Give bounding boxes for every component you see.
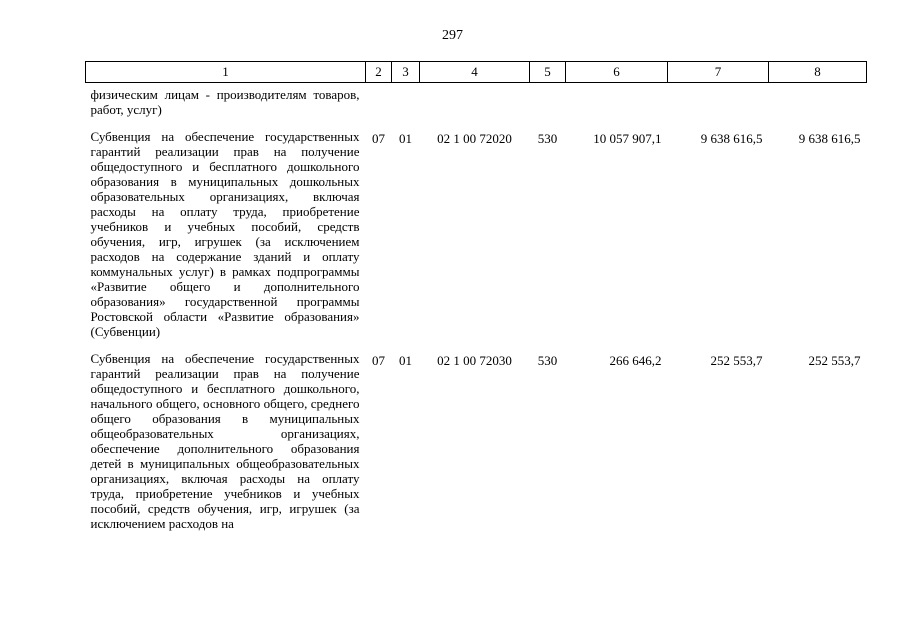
row-csr: 02 1 00 72030 <box>437 353 512 368</box>
row-pr: 01 <box>399 131 412 146</box>
header-col-6: 6 <box>566 62 668 83</box>
row-value-3: 9 638 616,5 <box>798 131 861 146</box>
row-csr <box>420 83 530 130</box>
header-col-4: 4 <box>420 62 530 83</box>
row-rz: 07 <box>372 353 385 368</box>
header-col-7: 7 <box>668 62 769 83</box>
row-pr: 01 <box>399 353 412 368</box>
header-col-3: 3 <box>392 62 420 83</box>
header-col-2: 2 <box>366 62 392 83</box>
row-rz: 07 <box>372 131 385 146</box>
row-value-2: 252 553,7 <box>710 353 763 368</box>
row-vr: 530 <box>537 131 558 146</box>
header-col-1: 1 <box>86 62 366 83</box>
header-row <box>86 62 867 83</box>
row-rz <box>366 83 392 130</box>
row-description: Субвенция на обеспечение государственных гарантий реализации прав на получение общедоступного и бесплатного дошкольного образования в муниципальных дошкольных образовательных организациях, включая расходы на оплату труда, приобретение учебников и учебных пособий, средств обучения, игр, игрушек (за исключением расходов на содержание зданий и оплату коммунальных услуг) в рамках подпрограммы «Развитие общего и дополнительного образования» государственной программы Ростовской области «Развитие образования» (Субвенции) <box>90 129 360 339</box>
row-value-3 <box>769 83 867 130</box>
row-vr <box>530 83 566 130</box>
row-csr: 02 1 00 72020 <box>437 131 512 146</box>
row-value-3: 252 553,7 <box>808 353 861 368</box>
row-description: Субвенция на обеспечение государственных гарантий реализации прав на получение общедоступного и бесплатного дошкольного, начального общего, основного общего, среднего общего образования в муниципальных общеобразовательных организациях, обеспечение дополнительного образования детей в муниципальных общеобразовательных организациях, включая расходы на оплату труда, приобретение учебников и учебных пособий, средств обучения, игр, игрушек (за исключением расходов на <box>90 351 360 531</box>
row-value-1 <box>566 83 668 130</box>
row-value-1: 10 057 907,1 <box>593 131 662 146</box>
header-col-5: 5 <box>530 62 566 83</box>
row-description: физическим лицам - производителям товаров, работ, услуг) <box>90 87 360 117</box>
row-vr: 530 <box>537 353 558 368</box>
row-value-2: 9 638 616,5 <box>700 131 763 146</box>
table-row <box>86 351 867 531</box>
row-value-2 <box>668 83 769 130</box>
budget-table <box>85 61 867 531</box>
table-row <box>86 129 867 351</box>
page-number: 297 <box>442 28 463 43</box>
row-value-1: 266 646,2 <box>609 353 662 368</box>
table-row <box>86 83 867 130</box>
header-col-8: 8 <box>769 62 867 83</box>
row-pr <box>392 83 420 130</box>
